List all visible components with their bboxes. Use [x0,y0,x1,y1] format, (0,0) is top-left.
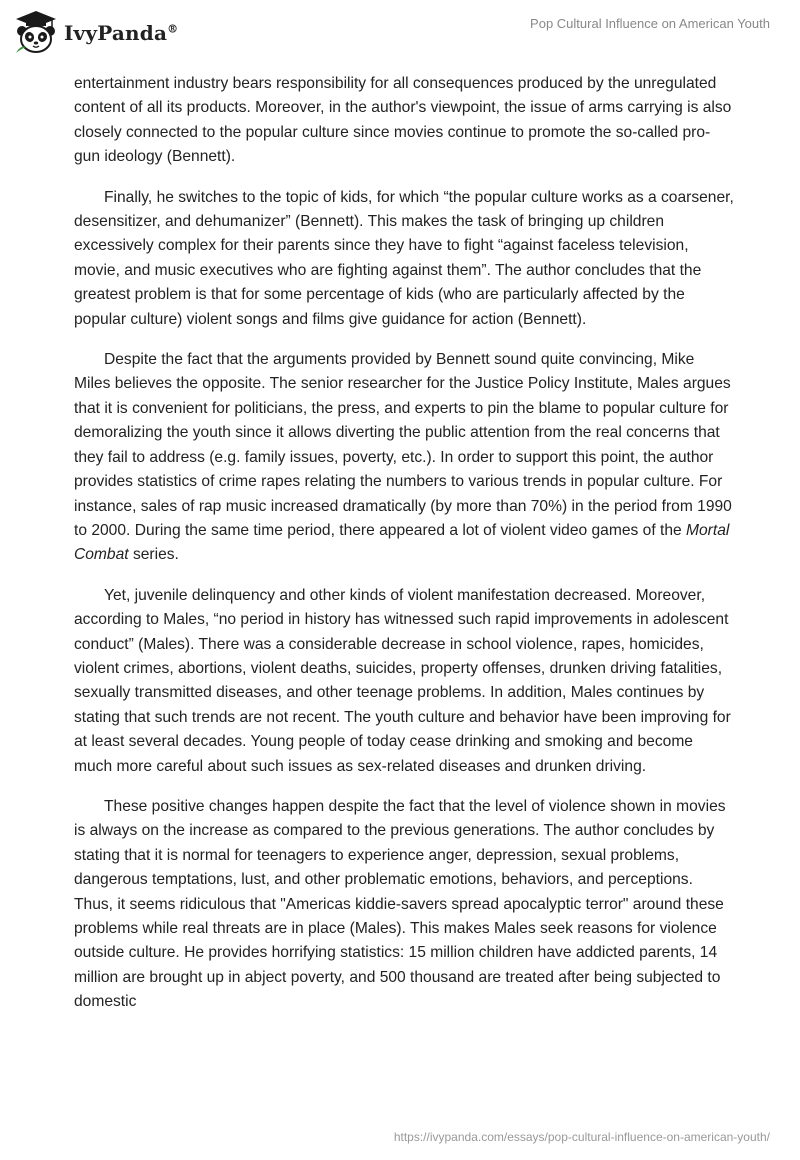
game-title-italic: Mortal Combat [74,521,730,564]
essay-body [74,72,734,1031]
page-header [0,0,800,70]
brand-name: IvyPanda® [64,21,179,45]
paragraph: entertainment industry bears responsibility for all consequences produced by the unregulated content of all its products. Moreover, in the author's viewpoint, the issue of arms carrying is also closely connected to the popular culture since movies continue to promote the so-called pro-gun ideology (Bennett). [74,75,732,166]
panda-graduate-icon [12,9,60,57]
paragraph: Finally, he switches to the topic of kids, for which “the popular culture works as a coarsener, desensitizer, and dehumanizer” (Bennett). This makes the task of bringing up children excessively complex for their parents since they have to fight “against faceless television, movie, and music executives who are fighting against them”. The author concludes that the greatest problem is that for some percentage of kids (who are particularly affected by the popular culture) violent songs and films give guidance for action (Bennett). [74,188,734,328]
paragraph: Yet, juvenile delinquency and other kinds of violent manifestation decreased. Moreover, according to Males, “no period in history has witnessed such rapid improvements in adolescent conduct” (Males). There was a considerable decrease in school violence, rapes, homicides, violent crimes, abortions, violent deaths, suicides, property offenses, drunken driving fatalities, sexually transmitted diseases, and other teenage problems. In addition, Males continues by stating that such trends are not recent. The youth culture and behavior have been improving for at least several decades. Young people of today cease drinking and smoking and become much more careful about such issues as sex-related diseases and drunken driving. [74,586,731,775]
source-url[interactable]: https://ivypanda.com/essays/pop-cultural-influence-on-american-youth/ [393,1130,770,1144]
paragraph: These positive changes happen despite the fact that the level of violence shown in movies is always on the increase as compared to the previous generations. The author concludes by stating that it is normal for teenagers to experience anger, depression, sexual problems, dangerous temptations, lust, and other problematic emotions, behaviors, and perceptions. Thus, it seems ridiculous that "Americas kiddie-savers spread apocalyptic terror" around these problems while real threats are in place (Males). This makes Males seek reasons for violence outside culture. He provides horrifying statistics: 15 million children have addicted parents, 14 million are brought up in abject poverty, and 500 thousand are treated after being subjected to domestic [74,797,726,1011]
document-title: Pop Cultural Influence on American Youth [530,16,770,31]
paragraph: Despite the fact that the arguments provided by Bennett sound quite convincing, Mike Miles believes the opposite. The senior researcher for the Justice Policy Institute, Males argues that it is convenient for politicians, the press, and experts to pin the blame to popular culture for demoralizing the youth since it allows diverting the public attention from the real concerns that they fail to address (e.g. family issues, poverty, etc.). In order to support this point, the author provides statistics of crime rapes relating the numbers to various trends in popular culture. For instance, sales of rap music increased dramatically (by more than 70%) in the period from 1990 to 2000. During the same time period, there appeared a lot of violent video games of the Mortal Combat series. [74,351,732,564]
ivypanda-logo[interactable] [12,6,178,60]
